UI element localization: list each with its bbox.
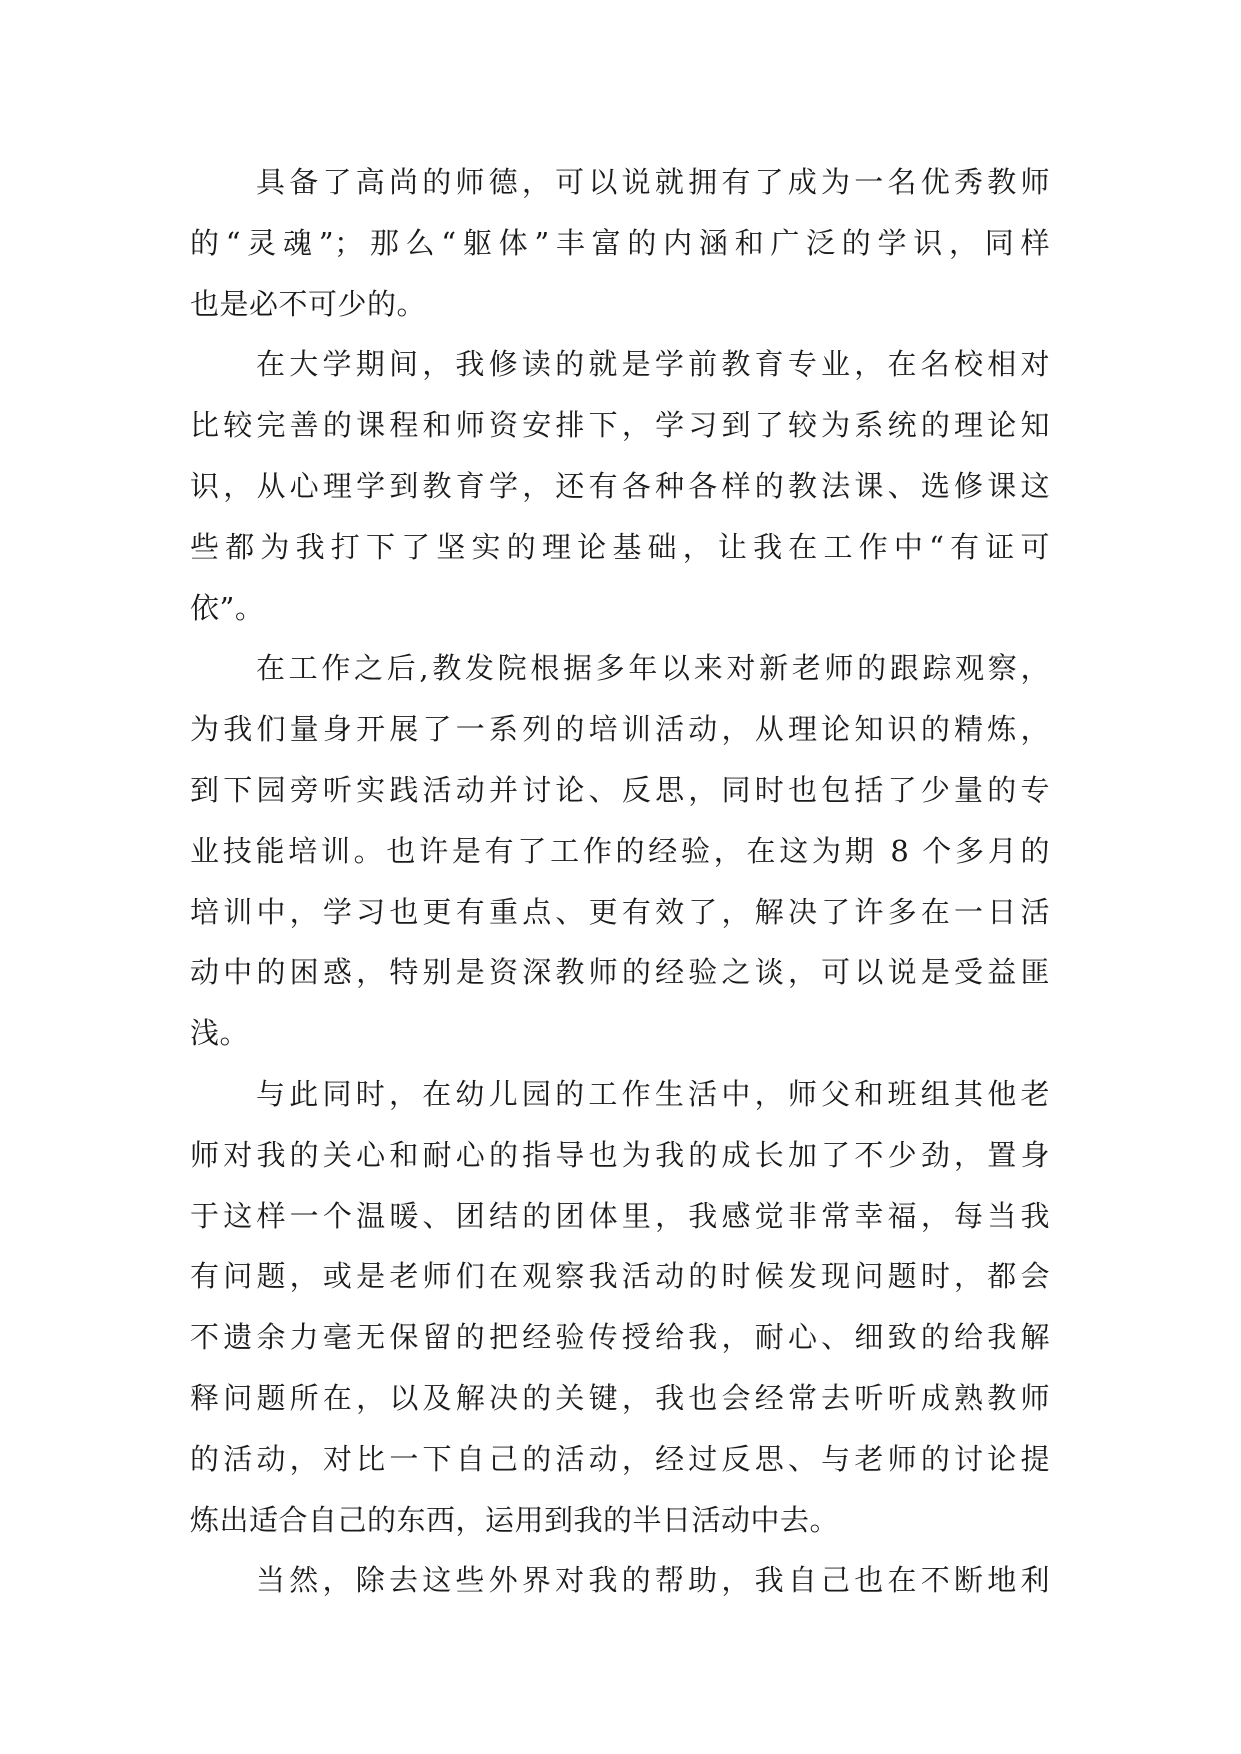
text-line: 培训中，学习也更有重点、更有效了，解决了许多在一日活 [190, 894, 1050, 929]
text-line: 到下园旁听实践活动并讨论、反思，同时也包括了少量的专 [190, 772, 1050, 807]
text-line: 释问题所在，以及解决的关键，我也会经常去听听成熟教师 [190, 1380, 1050, 1415]
text-line: 有问题，或是老师们在观察我活动的时候发现问题时，都会 [190, 1259, 1050, 1294]
text-line: 的“灵魂”；那么“躯体”丰富的内涵和广泛的学识，同样 [190, 225, 1050, 260]
text-line: 在大学期间，我修读的就是学前教育专业，在名校相对 [256, 347, 1050, 382]
text-line: 些都为我打下了坚实的理论基础，让我在工作中“有证可 [190, 529, 1050, 564]
text-line: 为我们量身开展了一系列的培训活动，从理论知识的精炼， [190, 712, 1050, 747]
text-line: 师对我的关心和耐心的指导也为我的成长加了不少劲，置身 [190, 1137, 1050, 1172]
text-line: 于这样一个温暖、团结的团体里，我感觉非常幸福，每当我 [190, 1198, 1050, 1233]
text-line: 动中的困惑，特别是资深教师的经验之谈，可以说是受益匪 [190, 955, 1050, 990]
text-line: 当然，除去这些外界对我的帮助，我自己也在不断地利 [256, 1563, 1050, 1598]
text-line: 也是必不可少的。 [190, 286, 427, 321]
text-line: 在工作之后,教发院根据多年以来对新老师的跟踪观察， [256, 651, 1050, 686]
text-line: 具备了高尚的师德，可以说就拥有了成为一名优秀教师 [256, 165, 1050, 199]
text-line: 浅。 [190, 1016, 250, 1051]
text-line: 的活动，对比一下自己的活动，经过反思、与老师的讨论提 [190, 1441, 1050, 1476]
text-line: 炼出适合自己的东西，运用到我的半日活动中去。 [190, 1502, 840, 1537]
text-line: 不遗余力毫无保留的把经验传授给我，耐心、细致的给我解 [190, 1320, 1050, 1355]
text-line: 与此同时，在幼儿园的工作生活中，师父和班组其他老 [256, 1076, 1050, 1111]
text-line: 识，从心理学到教育学，还有各种各样的教法课、选修课这 [190, 468, 1050, 503]
text-line: 比较完善的课程和师资安排下，学习到了较为系统的理论知 [190, 408, 1050, 443]
text-line: 业技能培训。也许是有了工作的经验，在这为期 8 个多月的 [190, 833, 1050, 868]
text-line: 依”。 [190, 590, 265, 625]
document-body [190, 152, 1050, 1611]
